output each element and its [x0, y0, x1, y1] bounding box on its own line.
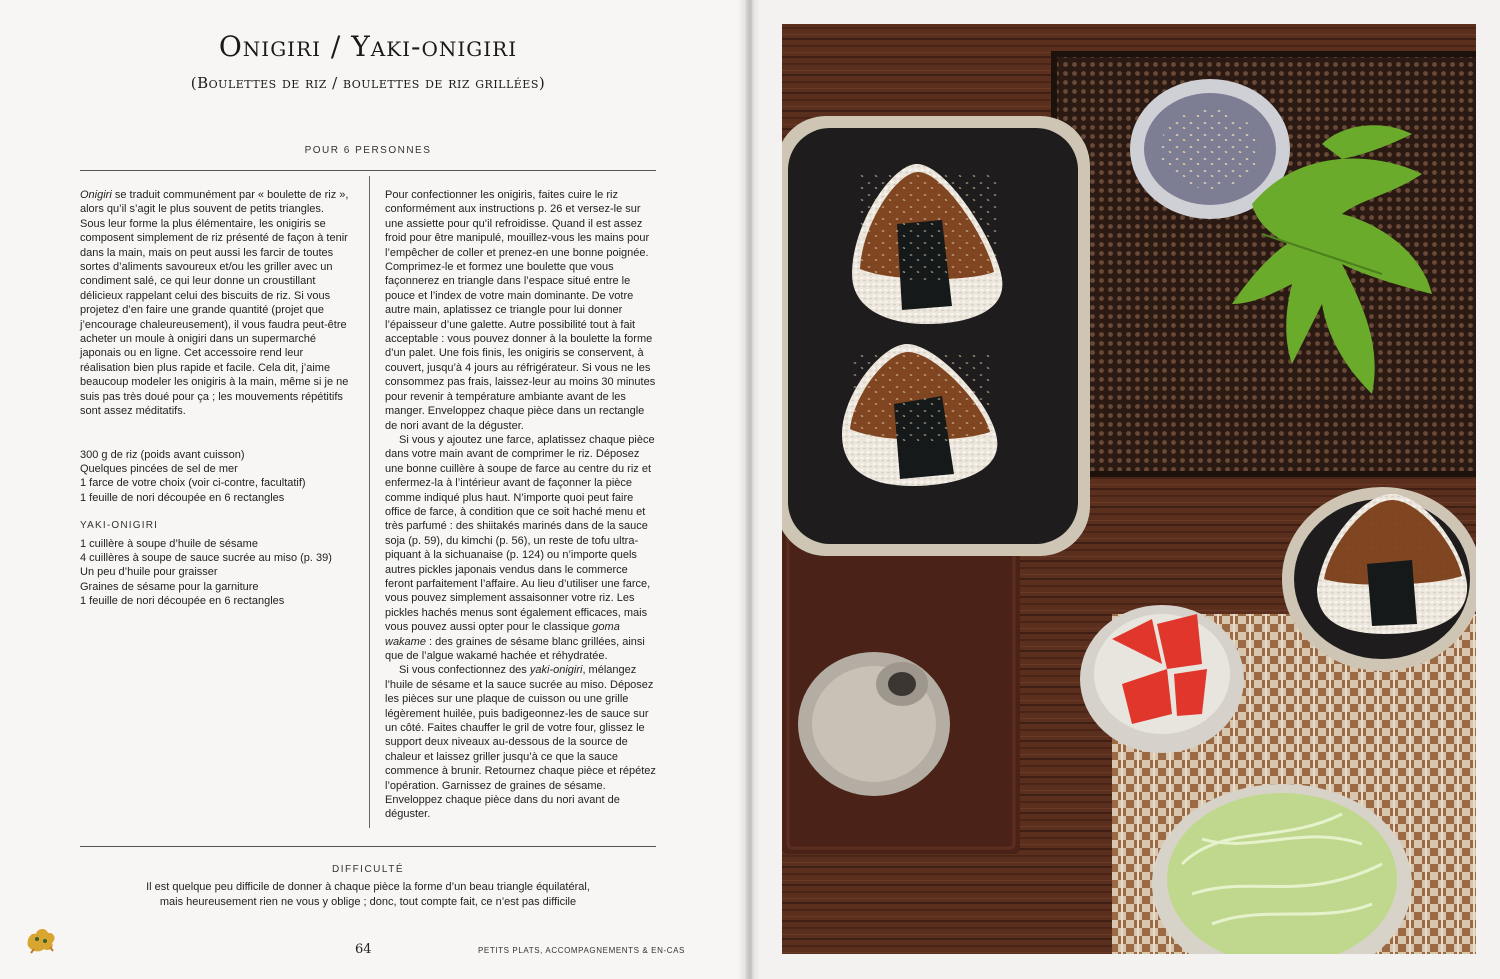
ingredient-item: Un peu d’huile pour graisser [80, 566, 218, 579]
intro-paragraph [80, 188, 350, 419]
ingredient-item: Graines de sésame pour la garniture [80, 580, 259, 593]
difficulty-line: Il est quelque peu difficile de donner à chaque pièce la forme d’un beau triangle équilatéral, [146, 881, 590, 893]
ingredient-item: 1 cuillère à soupe d’huile de sésame [80, 537, 258, 550]
recipe-title: Onigiri / Yaki-onigiri [218, 30, 518, 63]
method-paragraph-3 [385, 663, 657, 821]
difficulty-line: mais heureusement rien ne vous y oblige ; donc, tout compte fait, ce n’est pas difficile [159, 896, 577, 908]
ingredients-list [80, 448, 350, 506]
method-text: Si vous y ajoutez une farce, aplatissez chaque pièce dans votre main avant de comprimer le riz. Déposez une bonne cuillère à soupe de farce au centre du riz et enfermez-la à l’intérieur avant de façonner la pièce comme indiqué plus haut. N’importe quoi peut faire office de farce, à condition que ce soit haché menu et très parfumé : des shiitakés marinés dans de la sauce soja (p. 59), du kimchi (p. 56), un reste de tofu ultra-piquant à la sichuanaise (p. 124) ou n’importe quels autres pickles japonais vendus dans le commerce feront parfaitement l’affaire. Au lieu d’utiliser une farce, vous pouvez simplement assaisonner votre riz. Les pickles hachés menus sont également efficaces, mais vous pouvez aussi opter pour le classique [385, 433, 655, 634]
intro-term: Onigiri [80, 189, 112, 201]
method-term: yaki-onigiri [529, 664, 583, 677]
ingredient-item: 1 feuille de nori découpée en 6 rectangles [80, 595, 285, 608]
servings-label: POUR 6 PERSONNES [304, 145, 432, 156]
method-term: goma wakame [385, 621, 620, 648]
ingredient-item: Quelques pincées de sel de mer [80, 462, 238, 475]
difficulty-heading: DIFFICULTÉ [331, 864, 405, 875]
running-head: PETITS PLATS, ACCOMPAGNEMENTS & EN-CAS [478, 946, 685, 955]
top-rule [80, 170, 656, 171]
column-divider [369, 176, 370, 828]
ingredient-item: 1 feuille de nori découpée en 6 rectangles [80, 491, 285, 504]
difficulty-text [100, 880, 636, 910]
method-text: Si vous confectionnez des [399, 664, 530, 677]
method-text: , mélangez l’huile de sésame et la sauce sucrée au miso. Déposez les pièces sur une plaque de cuisson ou une grille légèrement huilée, puis badigeonnez-les de sauce sur un côté. Faites chauffer le gril de votre four, glissez le support deux niveaux au-dessous de la source de chaleur et laissez griller jusqu’à ce que la sauce commence à brunir. Retournez chaque pièce et répétez l’opération. Garnissez de graines de sésame. Enveloppez chaque pièce dans du nori avant de déguster. [385, 664, 656, 821]
onigiri-photo [782, 24, 1476, 954]
method-paragraph-1: Pour confectionner les onigiris, faites cuire le riz conformément aux instructions p. 26 et versez-le sur une assiette pour qu’il refroidisse. Quand il est assez froid pour être manipulé, mouillez-vous les mains pour l’empêcher de coller et prenez-en une bonne poignée. Comprimez-le et formez une boulette que vous façonnerez en triangle dans l’espace situé entre le pouce et l’index de votre main dominante. De votre autre main, aplatissez ce triangle pour lui donner l’épaisseur d’une galette. Autre possibilité tout à fait acceptable : vous pouvez donner à la boulette la forme d’un palet. Une fois finis, les onigiris se conservent, à couvert, jusqu’à 4 jours au réfrigérateur. Si vous ne les consommez pas frais, laissez-leur au moins 30 minutes pour revenir à température ambiante avant de les manger. Enveloppez chaque pièce dans un rectangle de nori avant de la déguster. [385, 189, 656, 432]
ingredient-item: 1 farce de votre choix (voir ci-contre, facultatif) [80, 477, 306, 490]
sticker-icon [24, 924, 58, 954]
bottom-rule [80, 846, 656, 847]
ingredient-item: 300 g de riz (poids avant cuisson) [80, 448, 245, 461]
book-gutter [738, 0, 760, 979]
right-column [385, 188, 657, 822]
method-paragraph-2 [385, 433, 657, 664]
page-number: 64 [355, 942, 372, 957]
ingredient-item: 4 cuillères à soupe de sauce sucrée au miso (p. 39) [80, 551, 332, 564]
left-column [80, 188, 350, 609]
left-page [0, 0, 746, 979]
recipe-subtitle: (Boulettes de riz / boulettes de riz grillées) [190, 74, 546, 92]
yaki-onigiri-heading: YAKI-ONIGIRI [80, 520, 159, 532]
yaki-ingredients-list [80, 537, 350, 609]
intro-text: se traduit communément par « boulette de riz », alors qu’il s’agit le plus souvent de petits triangles. Sous leur forme la plus élémentaire, les onigiris se composent simplement de riz présenté de façon à tenir dans la main, mais on peut aussi les farcir de toutes sortes d’aliments savoureux et/ou les griller avec un condiment salé, ce qui leur donne un croustillant délicieux rappelant celui des biscuits de riz. Si vous projetez d’en faire une grande quantité (projet que j’encourage chaleureusement), il vous faudra peut-être acheter un moule à onigiri dans un supermarché japonais ou en ligne. Cet accessoire rend leur réalisation bien plus rapide et facile. Cela dit, j’aime beaucoup modeler les onigiris à la main, même si je ne suis pas très doué pour ça ; les mouvements répétitifs sont assez méditatifs. [80, 189, 349, 418]
method-text: : des graines de sésame blanc grillées, ainsi que de l’algue wakamé hachée et réhydratée. [385, 635, 645, 662]
